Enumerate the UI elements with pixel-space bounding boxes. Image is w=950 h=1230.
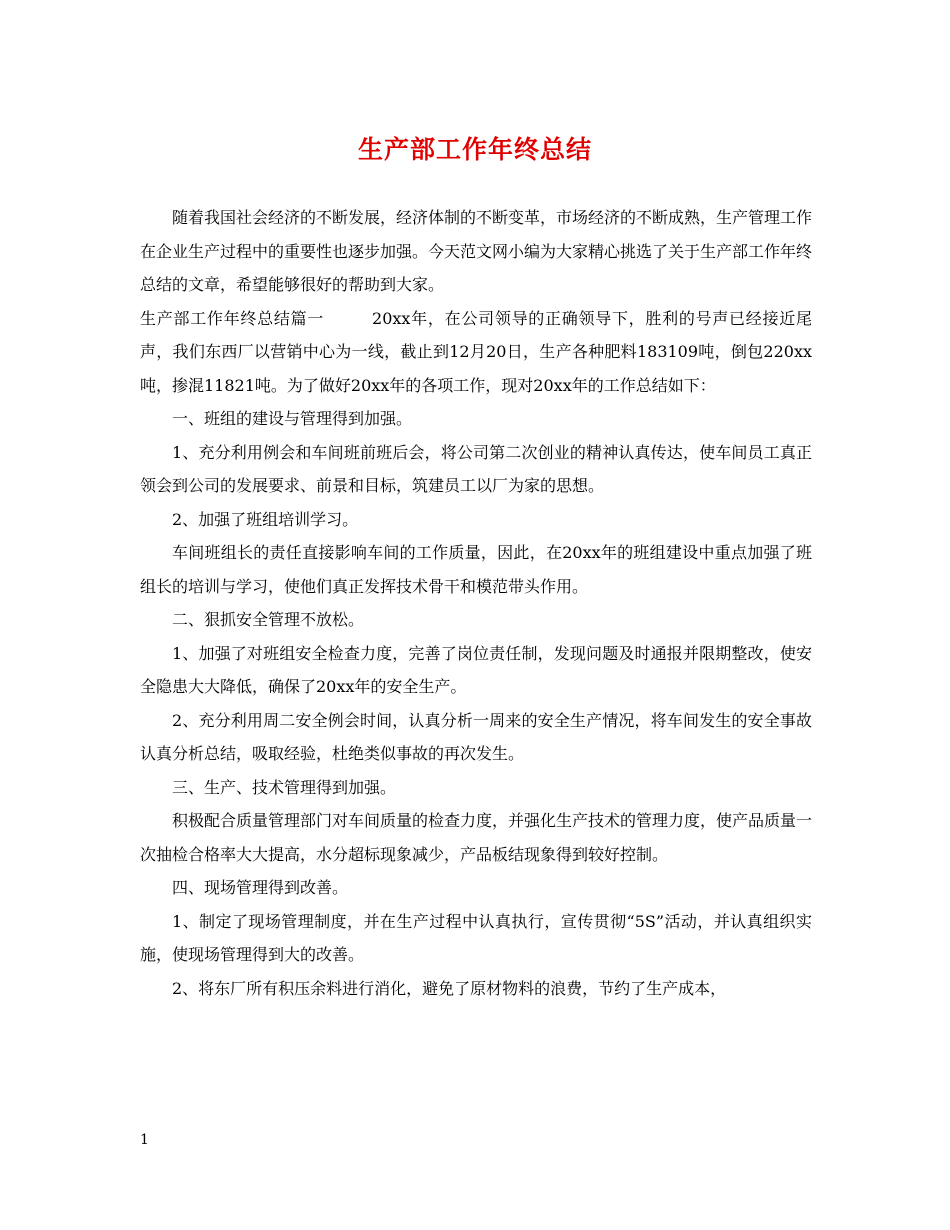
paragraph-intro: 随着我国社会经济的不断发展，经济体制的不断变革，市场经济的不断成熟，生产管理工作在企业生产过程中的重要性也逐步加强。今天范文网小编为大家精心挑选了关于生产部工作年终总结的文章，希望能够很好的帮助到大家。 [140, 208, 813, 294]
paragraph: 2、充分利用周二安全例会时间，认真分析一周来的安全生产情况，将车间发生的安全事故认真分析总结，吸取经验，杜绝类似事故的再次发生。 [140, 710, 812, 763]
page-number: 1 [140, 1132, 149, 1148]
section-one-text: 20xx年，在公司领导的正确领导下，胜利的号声已经接近尾声，我们东西厂以营销中心为一线，截止到12月20日，生产各种肥料183109吨，倒包220xx吨，掺混11821吨。为了做好20xx年的各项工作，现对20xx年的工作总结如下： [140, 308, 812, 395]
paragraph-heading-3: 三、生产、技术管理得到加强。 [172, 777, 397, 797]
paragraph: 2、将东厂所有积压余料进行消化，避免了原材物料的浪费，节约了生产成本， [172, 978, 727, 998]
paragraph: 1、充分利用例会和车间班前班后会，将公司第二次创业的精神认真传达，使车间员工真正领会到公司的发展要求、前景和目标，筑建员工以厂为家的思想。 [140, 442, 812, 495]
paragraph: 积极配合质量管理部门对车间质量的检查力度，并强化生产技术的管理力度，使产品质量一次抽检合格率大大提高，水分超标现象减少，产品板结现象得到较好控制。 [140, 811, 813, 864]
paragraph-heading-4: 四、现场管理得到改善。 [172, 878, 349, 897]
document-title: 生产部工作年终总结 [357, 135, 592, 164]
paragraph: 1、制定了现场管理制度，并在生产过程中认真执行，宣传贯彻“5S”活动，并认真组织实施，使现场管理得到大的改善。 [140, 911, 812, 964]
section-heading: 生产部工作年终总结篇一 [140, 308, 325, 328]
paragraph-section-one [140, 302, 812, 403]
paragraph-heading-1: 一、班组的建设与管理得到加强。 [172, 409, 413, 428]
paragraph: 车间班组长的责任直接影响车间的工作质量，因此，在20xx年的班组建设中重点加强了班组长的培训与学习，使他们真正发挥技术骨干和模范带头作用。 [140, 543, 812, 596]
paragraph: 1、加强了对班组安全检查力度，完善了岗位责任制，发现问题及时通报并限期整改，使安全隐患大大降低，确保了20xx年的安全生产。 [140, 643, 812, 696]
paragraph: 2、加强了班组培训学习。 [172, 509, 359, 529]
paragraph-heading-2: 二、狠抓安全管理不放松。 [172, 610, 365, 629]
document-body [140, 201, 812, 1005]
